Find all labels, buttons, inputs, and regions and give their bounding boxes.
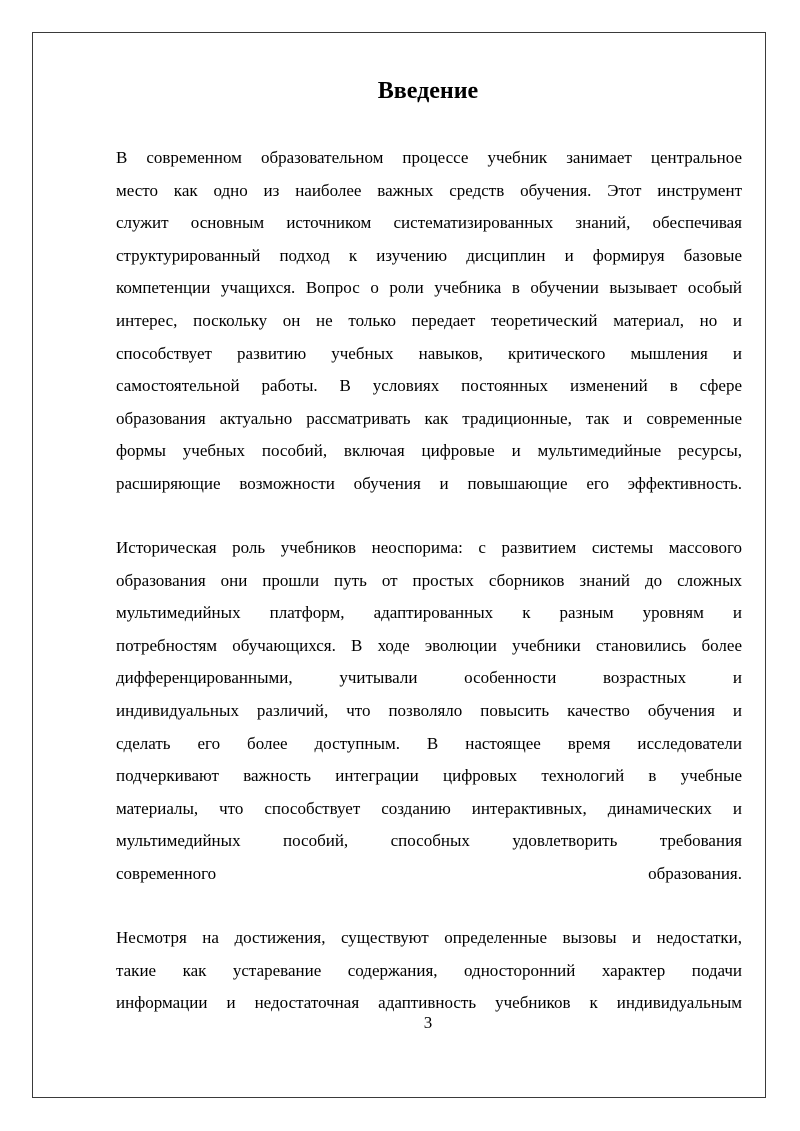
text-line: образования они прошли путь от простых сборников знаний до сложных (116, 570, 742, 590)
text-line: служит основным источником систематизированных знаний, обеспечивая (116, 213, 742, 233)
text-line: материалы, что способствует созданию интерактивных, динамических и (116, 798, 742, 818)
text-line: потребностям обучающихся. В ходе эволюции учебники становились более (116, 635, 742, 655)
text-line: расширяющие возможности обучения и повышающие его эффективность. (116, 473, 742, 493)
text-line: индивидуальных различий, что позволяло повысить качество обучения и (116, 700, 742, 720)
paragraph-2 (116, 532, 742, 891)
text-line: Несмотря на достижения, существуют определенные вызовы и недостатки, (116, 928, 742, 947)
text-line: современного образования. (116, 863, 742, 883)
text-line: способствует развитию учебных навыков, критического мышления и (116, 343, 742, 363)
text-line: подчеркивают важность интеграции цифровых технологий в учебные (116, 766, 742, 786)
text-line: информации и недостаточная адаптивность учебников к индивидуальным (116, 993, 742, 1013)
text-line: мультимедийных пособий, способных удовлетворить требования (116, 831, 742, 851)
text-line: самостоятельной работы. В условиях постоянных изменений в сфере (116, 376, 742, 396)
text-line: дифференцированными, учитывали особенности возрастных и (116, 668, 742, 688)
text-line: Историческая роль учебников неоспорима: с развитием системы массового (116, 538, 742, 557)
text-line: компетенции учащихся. Вопрос о роли учебника в обучении вызывает особый (116, 278, 742, 298)
text-line: сделать его более доступным. В настоящее время исследователи (116, 733, 742, 753)
page-number: 3 (423, 1013, 433, 1032)
text-line: такие как устаревание содержания, односторонний характер подачи (116, 960, 742, 980)
page-title: Введение (377, 78, 479, 104)
text-line: интерес, поскольку он не только передает теоретический материал, но и (116, 310, 742, 330)
text-line: место как одно из наиболее важных средств обучения. Этот инструмент (116, 180, 742, 200)
text-line: мультимедийных платформ, адаптированных к разным уровням и (116, 603, 742, 623)
text-line: В современном образовательном процессе учебник занимает центральное (116, 148, 742, 167)
paragraph-3 (116, 922, 742, 1020)
text-line: структурированный подход к изучению дисциплин и формируя базовые (116, 245, 742, 265)
text-line: образования актуально рассматривать как традиционные, так и современные (116, 408, 742, 428)
paragraph-1 (116, 142, 742, 501)
text-line: формы учебных пособий, включая цифровые и мультимедийные ресурсы, (116, 441, 742, 461)
